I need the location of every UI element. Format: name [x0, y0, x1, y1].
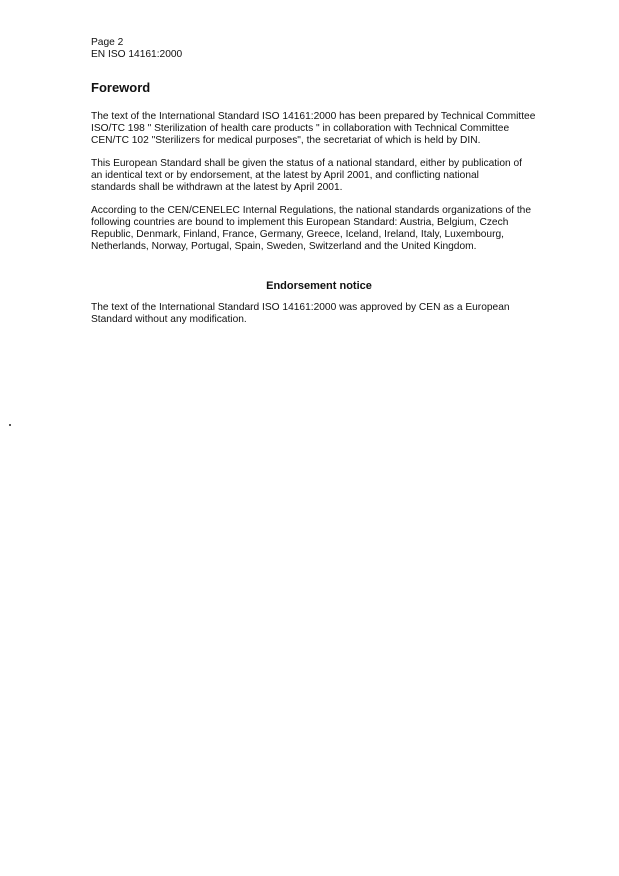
- text-line: Republic, Denmark, Finland, France, Germany, Greece, Iceland, Ireland, Italy, Luxembourg,: [91, 229, 504, 240]
- document-id: EN ISO 14161:2000: [91, 49, 183, 60]
- text-line: According to the CEN/CENELEC Internal Regulations, the national standards organizations of the: [91, 205, 532, 216]
- text-line: The text of the International Standard ISO 14161:2000 was approved by CEN as a European: [91, 302, 510, 313]
- text-line: CEN/TC 102 "Sterilizers for medical purposes", the secretariat of which is held by DIN.: [91, 135, 481, 146]
- text-line: standards shall be withdrawn at the latest by April 2001.: [91, 182, 343, 193]
- text-line: Standard without any modification.: [91, 314, 247, 325]
- endorsement-heading: Endorsement notice: [266, 280, 372, 292]
- text-line: The text of the International Standard ISO 14161:2000 has been prepared by Technical Committee: [91, 111, 536, 122]
- scan-speck: [9, 424, 11, 426]
- text-line: an identical text or by endorsement, at the latest by April 2001, and conflicting national: [91, 170, 479, 181]
- text-line: This European Standard shall be given the status of a national standard, either by publication of: [91, 158, 522, 169]
- text-line: following countries are bound to implement this European Standard: Austria, Belgium, Czech: [91, 217, 509, 228]
- foreword-heading: Foreword: [91, 80, 151, 95]
- page-number: Page 2: [91, 37, 124, 48]
- text-line: Netherlands, Norway, Portugal, Spain, Sweden, Switzerland and the United Kingdom.: [91, 241, 477, 252]
- text-line: ISO/TC 198 " Sterilization of health care products " in collaboration with Technical Committee: [91, 123, 510, 134]
